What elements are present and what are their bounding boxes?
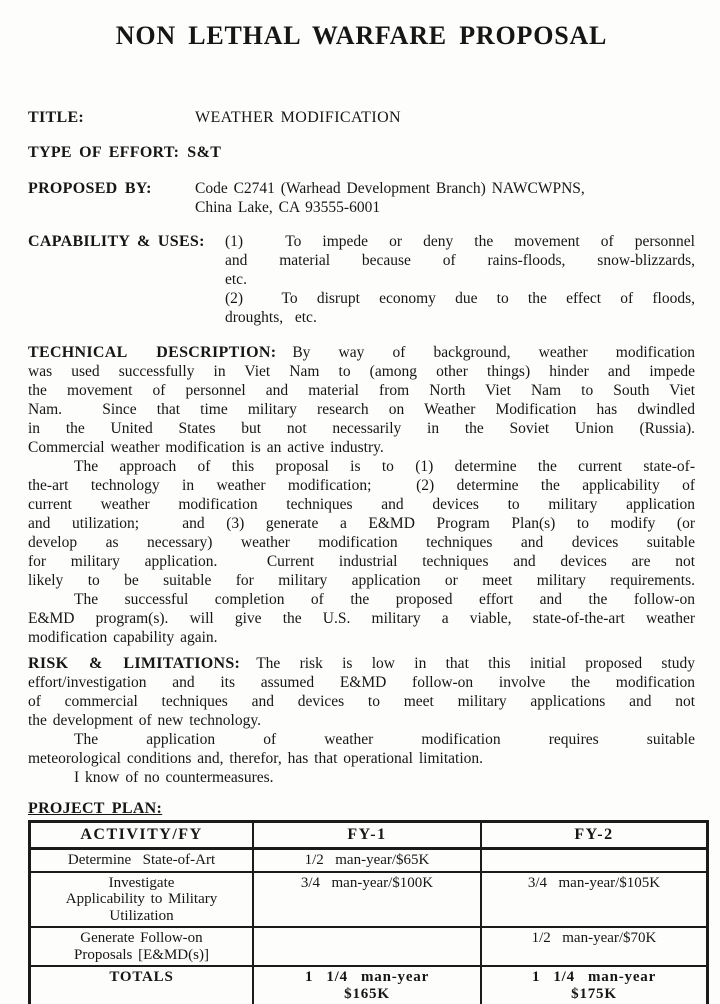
type-of-effort-label: TYPE OF EFFORT: — [28, 144, 180, 161]
plan-row — [30, 872, 708, 928]
field-proposed-by — [28, 179, 695, 217]
project-plan-table — [28, 820, 709, 1004]
text-line: (2) To disrupt economy due to the effect of floods, — [225, 290, 695, 307]
text-line: for military application. Current industrial techniques and devices are not — [28, 553, 695, 570]
project-plan-section — [28, 799, 695, 1004]
text-line: Applicability to Military — [65, 891, 218, 907]
text-line: the-art technology in weather modification; (2) determine the applicability of — [28, 477, 695, 494]
text-line: current weather modification techniques and devices to military application — [28, 496, 695, 513]
technical-intro-line — [28, 343, 695, 362]
text-line: droughts, etc. — [225, 309, 317, 326]
totals-row — [30, 966, 708, 1004]
text-line: Determine State-of-Art — [67, 852, 216, 868]
field-capability-uses — [28, 232, 695, 327]
technical-description-label: TECHNICAL DESCRIPTION: — [28, 344, 277, 361]
cell-fy1 — [253, 966, 481, 1004]
header-fy2: FY-2 — [481, 822, 708, 849]
plan-table-body — [30, 849, 708, 1004]
type-of-effort-value: S&T — [187, 144, 222, 161]
title-label: TITLE: — [28, 109, 85, 126]
text-line: 1 1/4 man-year — [531, 969, 657, 985]
text-line: $165K — [344, 985, 390, 1002]
header-row — [30, 822, 708, 849]
risk-limitations-label: RISK & LIMITATIONS: — [28, 655, 241, 672]
cell-fy2 — [481, 966, 708, 1004]
cell-fy2 — [481, 927, 708, 966]
cell-activity — [30, 872, 254, 928]
field-type-of-effort — [28, 143, 695, 162]
text-line: likely to be suitable for military application or meet military requirements. — [28, 572, 695, 589]
technical-intro-text: By way of background, weather modification — [292, 344, 695, 361]
text-line: the development of new technology. — [28, 712, 261, 729]
risk-intro-line — [28, 654, 695, 673]
risk-intro-text: The risk is low in that this initial proposed study — [256, 655, 695, 672]
cell-fy1 — [253, 849, 481, 872]
text-line: TOTALS — [109, 969, 174, 985]
project-plan-label: PROJECT PLAN: — [28, 800, 163, 817]
text-line: develop as necessary) weather modification techniques and devices suitable — [28, 534, 695, 551]
text-line: I know of no countermeasures. — [74, 769, 274, 786]
proposed-by-value — [195, 179, 660, 217]
text-line: The successful completion of the proposed effort and the follow-on — [74, 591, 695, 608]
cell-activity — [30, 927, 254, 966]
cell-fy1 — [253, 927, 481, 966]
capability-uses-value — [225, 232, 695, 327]
plan-row — [30, 849, 708, 872]
capability-item-2 — [225, 289, 695, 327]
text-line: was used successfully in Viet Nam to (among other things) hinder and impede — [28, 363, 695, 380]
cell-fy1 — [253, 872, 481, 928]
text-line: Nam. Since that time military research on Weather Modification has dwindled — [28, 401, 695, 418]
text-line: the movement of personnel and material from North Viet Nam to South Viet — [28, 382, 695, 399]
capability-item-1 — [225, 232, 695, 289]
plan-table-header — [30, 822, 708, 849]
text-line: Generate Follow-on — [80, 930, 203, 946]
text-line: Code C2741 (Warhead Development Branch) NAWCWPNS, — [195, 180, 585, 197]
text-line: effort/investigation and its assumed E&MD follow-on involve the modification — [28, 674, 695, 691]
plan-row — [30, 927, 708, 966]
cell-fy2 — [481, 872, 708, 928]
text-line: The application of weather modification requires suitable — [74, 731, 695, 748]
text-line: meteorological conditions and, therefor, has that operational limitation. — [28, 750, 484, 767]
text-line: E&MD program(s). will give the U.S. military a viable, state-of-the-art weather — [28, 610, 695, 627]
text-line: 1/2 man-year/$70K — [531, 930, 657, 946]
text-line: 1 1/4 man-year — [304, 969, 430, 985]
cell-activity — [30, 849, 254, 872]
cell-activity — [30, 966, 254, 1004]
doc-title: NON LETHAL WARFARE PROPOSAL — [115, 21, 608, 50]
technical-description-section — [28, 343, 695, 647]
text-line: (1) To impede or deny the movement of personnel — [225, 233, 695, 250]
text-line: Investigate — [108, 874, 175, 891]
cell-fy2 — [481, 849, 708, 872]
text-line: and utilization; and (3) generate a E&MD Program Plan(s) to modify (or — [28, 515, 695, 532]
text-line: etc. — [225, 271, 247, 288]
text-line: of commercial techniques and devices to meet military applications and not — [28, 693, 695, 710]
text-line: 3/4 man-year/$105K — [527, 874, 661, 891]
text-line: Proposals [E&MD(s)] — [74, 946, 209, 963]
text-line: 3/4 man-year/$100K — [300, 874, 434, 891]
technical-paragraphs — [28, 457, 695, 647]
risk-paragraphs — [28, 730, 695, 787]
text-line: The approach of this proposal is to (1) determine the current state-of- — [74, 458, 695, 475]
header-fy1: FY-1 — [253, 822, 481, 849]
text-line: Utilization — [109, 907, 174, 924]
text-line: Commercial weather modification is an active industry. — [28, 439, 384, 456]
field-title — [28, 108, 695, 127]
technical-intro-paragraph — [28, 362, 695, 457]
risk-limitations-section — [28, 654, 695, 787]
proposed-by-label: PROPOSED BY: — [28, 180, 152, 197]
risk-intro-paragraph — [28, 673, 695, 730]
text-line: $175K — [571, 985, 617, 1002]
text-line: China Lake, CA 93555-6001 — [195, 199, 381, 216]
capability-uses-label: CAPABILITY & USES: — [28, 233, 205, 250]
header-activity-fy: ACTIVITY/FY — [30, 822, 254, 849]
text-line: 1/2 man-year/$65K — [304, 852, 430, 868]
text-line: modification capability again. — [28, 629, 218, 646]
title-value: WEATHER MODIFICATION — [195, 109, 401, 126]
text-line: and material because of rains-floods, snow-blizzards, — [225, 252, 695, 269]
text-line: in the United States but not necessarily in the Soviet Union (Russia). — [28, 420, 695, 437]
